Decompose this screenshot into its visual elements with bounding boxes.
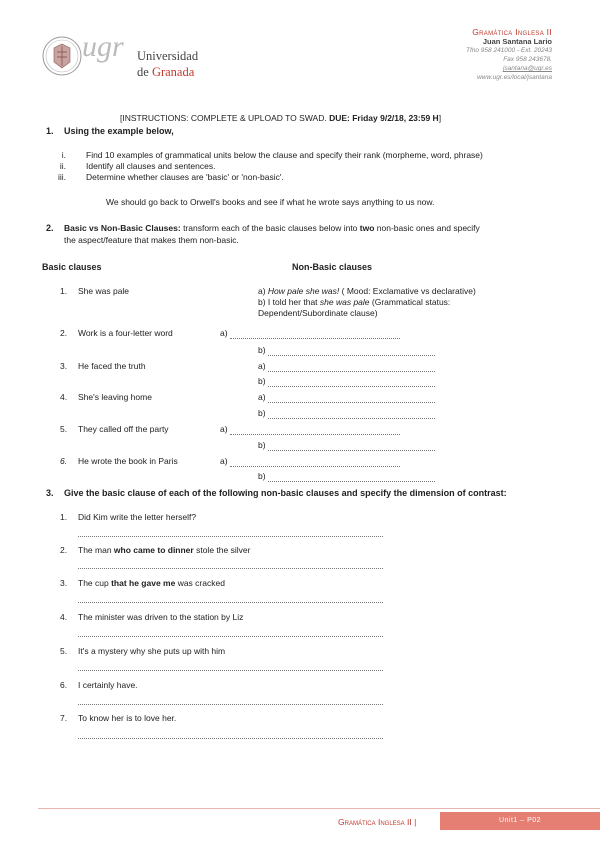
example-answer-b-line2: Dependent/Subordinate clause) — [258, 308, 378, 318]
s3-item-text: To know her is to love her. — [78, 713, 177, 723]
answer-line[interactable] — [268, 402, 435, 403]
label-a: a) — [220, 456, 228, 466]
s3-item-number: 3. — [60, 578, 68, 588]
row-number: 4. — [60, 392, 68, 402]
example-answer-a: a) How pale she was! ( Mood: Exclamative vs declarative) — [258, 286, 476, 296]
answer-line[interactable] — [78, 738, 383, 739]
example-answer-b: b) I told her that she was pale (Grammatical status: — [258, 297, 451, 307]
answer-line[interactable] — [78, 536, 383, 537]
label-b: b) — [258, 408, 266, 418]
row-number: 3. — [60, 361, 68, 371]
answer-line[interactable] — [230, 338, 400, 339]
s3-item-number: 5. — [60, 646, 68, 656]
answer-line[interactable] — [230, 434, 400, 435]
s3-item-text: It's a mystery why she puts up with him — [78, 646, 226, 656]
section1-title: Using the example below, — [64, 126, 174, 136]
s1-item-2: Identify all clauses and sentences. — [86, 161, 216, 171]
s3-item-text: I certainly have. — [78, 680, 138, 690]
label-a: a) — [220, 424, 228, 434]
answer-line[interactable] — [78, 704, 383, 705]
s3-item-number: 1. — [60, 512, 68, 522]
label-a: a) — [258, 361, 266, 371]
section2-number: 2. — [46, 223, 54, 233]
footer-page: Unit1 – P02 — [498, 817, 542, 824]
row-number: 1. — [60, 286, 68, 296]
label-a: a) — [220, 328, 228, 338]
s1-item-3: Determine whether clauses are 'basic' or 'non-basic'. — [86, 172, 284, 182]
footer-divider — [38, 808, 600, 809]
university-name: Universidad — [137, 49, 199, 63]
header-phone: Tfno 958 241000 - Ext. 20243 — [465, 47, 552, 54]
header-contact — [466, 28, 552, 82]
s3-item-number: 4. — [60, 612, 68, 622]
s3-item-text: The cup that he gave me was cracked — [78, 578, 225, 588]
label-b: b) — [258, 471, 266, 481]
header-teacher: Juan Santana Lario — [482, 37, 552, 46]
instructions: [INSTRUCTIONS: COMPLETE & UPLOAD TO SWAD. DUE: Friday 9/2/18, 23:59 H] — [120, 113, 442, 123]
answer-line[interactable] — [78, 568, 383, 569]
s3-item-text: The man who came to dinner stole the silver — [78, 545, 251, 555]
basic-clause: He faced the truth — [78, 361, 146, 371]
answer-line[interactable] — [268, 450, 435, 451]
s1-marker-3: iii. — [57, 172, 66, 182]
s1-marker-2: ii. — [59, 161, 66, 171]
footer-page-badge — [440, 812, 600, 830]
col-nonbasic-header: Non-Basic clauses — [292, 262, 373, 272]
label-b: b) — [258, 376, 266, 386]
row-number: 5. — [60, 424, 68, 434]
answer-line[interactable] — [268, 355, 435, 356]
answer-line[interactable] — [268, 418, 435, 419]
s1-example-sentence: We should go back to Orwell's books and see if what he wrote says anything to us now. — [106, 197, 435, 207]
section3-title: Give the basic clause of each of the following non-basic clauses and specify the dimension of contrast: — [64, 488, 507, 498]
col-basic-header: Basic clauses — [42, 262, 102, 272]
basic-clause: He wrote the book in Paris — [78, 456, 178, 466]
section2-intro: Basic vs Non-Basic Clauses: transform each of the basic clauses below into two non-basic ones and specify — [64, 223, 480, 233]
header-web: www.ugr.es/local/jsantana — [477, 74, 552, 81]
basic-clause: She's leaving home — [78, 392, 152, 402]
s1-marker-1: i. — [61, 150, 66, 160]
basic-clause: She was pale — [78, 286, 130, 296]
s3-item-number: 7. — [60, 713, 68, 723]
s1-item-1: Find 10 examples of grammatical units below the clause and specify their rank (morpheme, word, phrase) — [86, 150, 483, 160]
header-email[interactable]: jsantana@ugr.es — [503, 65, 552, 72]
label-b: b) — [258, 440, 266, 450]
section3-number: 3. — [46, 488, 54, 498]
footer-course: Gramática Inglesa II | — [338, 817, 417, 827]
logo-ugr-text: ugr — [82, 30, 124, 63]
answer-line[interactable] — [268, 386, 435, 387]
answer-line[interactable] — [268, 371, 435, 372]
basic-clause: They called off the party — [78, 424, 169, 434]
basic-clause: Work is a four-letter word — [78, 328, 173, 338]
row-number: 2. — [60, 328, 68, 338]
label-a: a) — [258, 392, 266, 402]
label-b: b) — [258, 345, 266, 355]
answer-line[interactable] — [78, 602, 383, 603]
answer-line[interactable] — [268, 481, 435, 482]
row-number: 6. — [60, 456, 68, 466]
header-fax: Fax 958 243678. — [503, 56, 552, 63]
s3-item-number: 6. — [60, 680, 68, 690]
s3-item-text: The minister was driven to the station by Liz — [78, 612, 244, 622]
header-course: Gramática Inglesa II — [472, 27, 552, 37]
section1-number: 1. — [46, 126, 54, 136]
section2-intro-line2: the aspect/feature that makes them non-basic. — [64, 235, 239, 245]
answer-line[interactable] — [78, 636, 383, 637]
s3-item-text: Did Kim write the letter herself? — [78, 512, 197, 522]
answer-line[interactable] — [230, 466, 400, 467]
university-city: de Granada — [137, 65, 195, 79]
s3-item-number: 2. — [60, 545, 68, 555]
answer-line[interactable] — [78, 670, 383, 671]
